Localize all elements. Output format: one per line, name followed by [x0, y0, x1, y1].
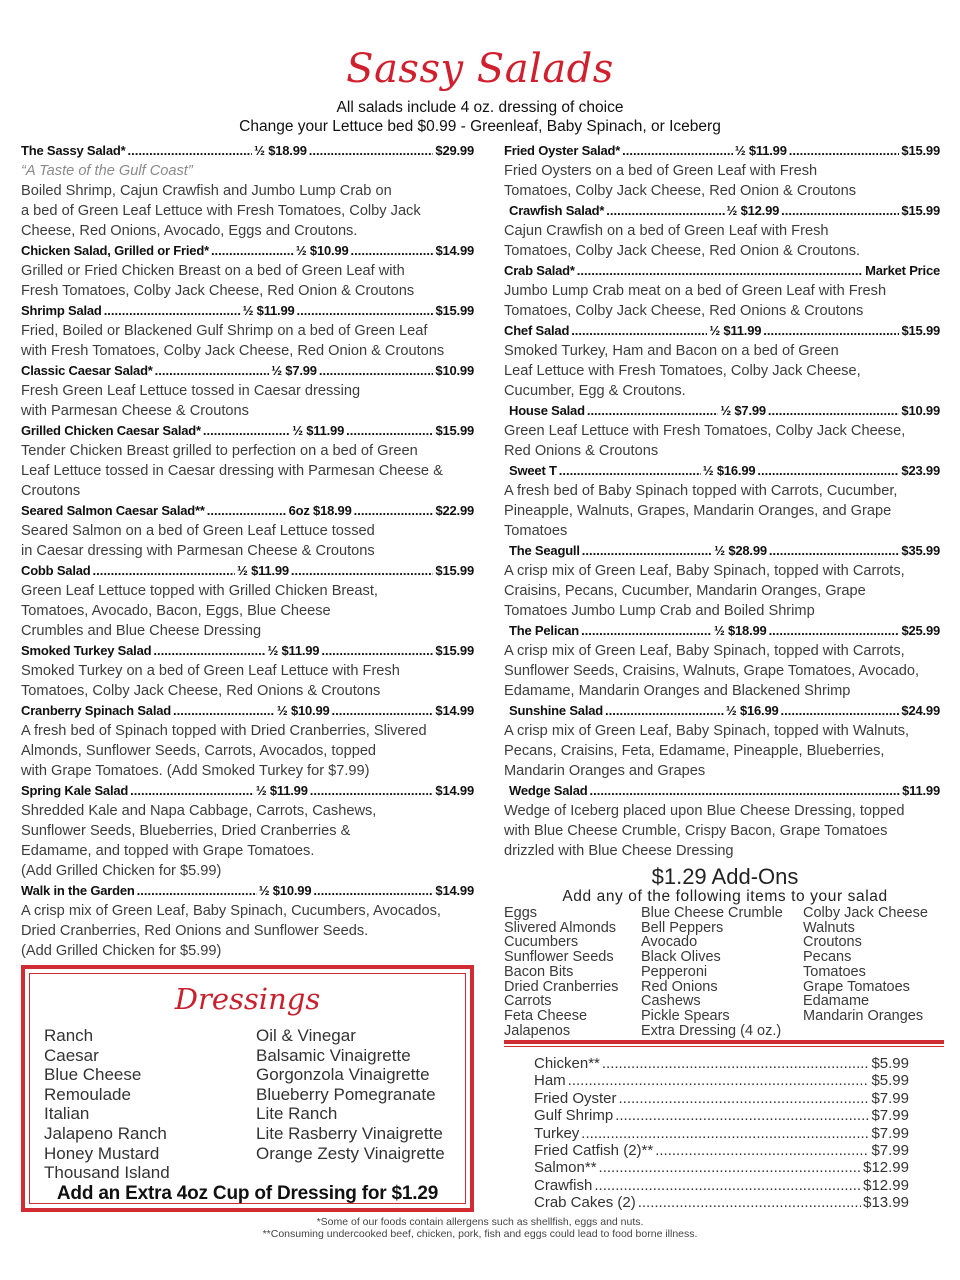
- leader-dots: [291, 561, 434, 581]
- item-description: Wedge of Iceberg placed upon Blue Cheese Dressing, topped: [504, 803, 905, 819]
- item-description: with Fresh Tomatoes, Colby Jack Cheese, Red Onion & Croutons: [21, 343, 445, 359]
- item-description: A fresh bed of Baby Spinach topped with Carrots, Cucumber,: [504, 483, 898, 499]
- list-item: Edamame: [803, 993, 870, 1010]
- leader-dots: [769, 541, 900, 561]
- half-portion-price: ½ $16.99: [725, 703, 779, 718]
- menu-item-header: [504, 621, 940, 641]
- item-description: Tomatoes, Colby Jack Cheese, Red Onion & Croutons.: [504, 243, 861, 259]
- list-item: Pecans: [803, 949, 852, 966]
- menu-item-header: [21, 361, 474, 381]
- item-description: Grilled or Fried Chicken Breast on a bed of Green Leaf with: [21, 263, 405, 279]
- full-price: $11.99: [902, 783, 940, 798]
- list-item: Feta Cheese: [504, 1007, 588, 1024]
- leader-dots: [655, 1142, 869, 1159]
- full-price: $14.99: [435, 243, 474, 258]
- list-item: Pickle Spears: [641, 1007, 730, 1024]
- leader-dots: [606, 201, 724, 221]
- list-item: Caesar: [44, 1045, 99, 1065]
- full-price: $10.99: [435, 363, 474, 378]
- list-item: Bell Peppers: [641, 919, 724, 936]
- leader-dots: [763, 321, 899, 341]
- divider: [504, 1046, 944, 1047]
- full-price: $14.99: [435, 883, 474, 898]
- list-item: Jalapenos: [504, 1022, 571, 1039]
- protein-price: $12.99: [863, 1176, 909, 1194]
- leader-dots: [319, 361, 434, 381]
- protein-price: $7.99: [871, 1089, 909, 1107]
- leader-dots: [211, 241, 294, 261]
- item-description: A crisp mix of Green Leaf, Baby Spinach, topped with Carrots,: [504, 563, 905, 579]
- menu-item-header: [21, 141, 474, 161]
- item-description: Smoked Turkey, Ham and Bacon on a bed of Green: [504, 343, 839, 359]
- item-name: Seared Salmon Caesar Salad**: [21, 503, 205, 518]
- list-item: Carrots: [504, 993, 552, 1010]
- item-name: Sweet T: [509, 463, 557, 478]
- list-item: Croutons: [803, 934, 862, 951]
- item-description: Fresh Tomatoes, Colby Jack Cheese, Red Onion & Croutons: [21, 283, 415, 299]
- leader-dots: [153, 641, 265, 661]
- item-description: in Caesar dressing with Parmesan Cheese & Croutons: [21, 543, 375, 559]
- menu-item-header: [504, 461, 940, 481]
- item-tagline: “A Taste of the Gulf Coast”: [21, 163, 193, 179]
- list-item: Lite Rasberry Vinaigrette: [256, 1123, 443, 1143]
- item-description: Dried Cranberries, Red Onions and Sunflower Seeds.: [21, 923, 369, 939]
- protein-price: $7.99: [871, 1107, 909, 1125]
- half-portion-price: ½ $11.99: [267, 643, 320, 658]
- leader-dots: [130, 781, 254, 801]
- list-item: Jalapeno Ranch: [44, 1123, 167, 1143]
- item-name: House Salad: [509, 403, 585, 418]
- item-description: Cheese, Red Onions, Avocado, Eggs and Croutons.: [21, 223, 358, 239]
- menu-item-header: [21, 421, 474, 441]
- item-description: Edamame, Mandarin Oranges and Blackened Shrimp: [504, 683, 851, 699]
- item-description: (Add Grilled Chicken for $5.99): [21, 863, 222, 879]
- item-description: (Add Grilled Chicken for $5.99): [21, 943, 222, 959]
- item-description: Fried Oysters on a bed of Green Leaf with Fresh: [504, 163, 818, 179]
- item-description: Seared Salmon on a bed of Green Leaf Lettuce tossed: [21, 523, 375, 539]
- item-name: Classic Caesar Salad*: [21, 363, 153, 378]
- list-item: Blue Cheese: [44, 1065, 142, 1085]
- item-description: Fresh Green Leaf Lettuce tossed in Caesar dressing: [21, 383, 361, 399]
- protein-addons-list: [534, 1055, 909, 1212]
- item-description: Leaf Lettuce with Fresh Tomatoes, Colby Jack Cheese,: [504, 363, 861, 379]
- item-description: Green Leaf Lettuce with Fresh Tomatoes, Colby Jack Cheese,: [504, 423, 906, 439]
- full-price: $35.99: [901, 543, 940, 558]
- full-price: $14.99: [435, 703, 474, 718]
- full-price: $25.99: [901, 623, 940, 638]
- protein-row: [534, 1107, 909, 1124]
- leader-dots: [594, 1177, 861, 1194]
- list-item: Walnuts: [803, 919, 855, 936]
- leader-dots: [582, 541, 713, 561]
- full-price: $15.99: [901, 323, 940, 338]
- leader-dots: [615, 1107, 869, 1124]
- item-name: Cranberry Spinach Salad: [21, 703, 172, 718]
- leader-dots: [599, 1159, 862, 1176]
- list-item: Avocado: [641, 934, 698, 951]
- half-portion-price: ½ $16.99: [702, 463, 756, 478]
- list-item: Grape Tomatoes: [803, 978, 910, 995]
- half-portion-price: ½ $18.99: [713, 623, 767, 638]
- list-item: Slivered Almonds: [504, 919, 617, 936]
- item-name: The Sassy Salad*: [21, 143, 126, 158]
- leader-dots: [589, 781, 900, 801]
- menu-item-header: [504, 141, 940, 161]
- item-description: Shredded Kale and Napa Cabbage, Carrots, Cashews,: [21, 803, 377, 819]
- item-description: Tomatoes: [504, 523, 568, 539]
- leader-dots: [354, 501, 434, 521]
- half-portion-price: ½ $28.99: [714, 543, 767, 558]
- addons-list-3: [803, 906, 928, 1024]
- leader-dots: [781, 201, 899, 221]
- item-name: Walk in the Garden: [21, 883, 135, 898]
- item-name: Shrimp Salad: [21, 303, 102, 318]
- item-name: The Seagull: [509, 543, 580, 558]
- leader-dots: [757, 461, 899, 481]
- leader-dots: [781, 701, 900, 721]
- leader-dots: [207, 501, 287, 521]
- leader-dots: [768, 401, 900, 421]
- list-item: Lite Ranch: [256, 1104, 338, 1124]
- leader-dots: [351, 241, 434, 261]
- full-price: $15.99: [435, 643, 474, 658]
- leader-dots: [93, 561, 236, 581]
- half-portion-price: ½ $11.99: [292, 423, 345, 438]
- item-description: Craisins, Pecans, Cucumber, Mandarin Oranges, Grape: [504, 583, 866, 599]
- item-name: The Pelican: [509, 623, 580, 638]
- half-portion-price: ½ $10.99: [295, 243, 349, 258]
- list-item: Sunflower Seeds: [504, 949, 614, 966]
- list-item: Orange Zesty Vinaigrette: [256, 1143, 445, 1163]
- protein-row: [534, 1142, 909, 1159]
- menu-item-header: [21, 701, 474, 721]
- item-name: Sunshine Salad: [509, 703, 604, 718]
- leader-dots: [619, 1090, 870, 1107]
- item-description: Tomatoes Jumbo Lump Crab and Boiled Shrimp: [504, 603, 815, 619]
- leader-dots: [622, 141, 733, 161]
- item-description: with Blue Cheese Crumble, Crispy Bacon, Grape Tomatoes: [504, 823, 888, 839]
- protein-row: [534, 1055, 909, 1072]
- list-item: Thousand Island: [44, 1163, 170, 1183]
- protein-price: $12.99: [863, 1159, 909, 1177]
- item-name: Spring Kale Salad: [21, 783, 129, 798]
- item-name: Crawfish Salad*: [509, 203, 605, 218]
- item-description: A crisp mix of Green Leaf, Baby Spinach, Cucumbers, Avocados,: [21, 903, 441, 919]
- item-name: Cobb Salad: [21, 563, 91, 578]
- list-item: Black Olives: [641, 949, 721, 966]
- right-salad-column: [504, 141, 940, 861]
- menu-item-header: [504, 541, 940, 561]
- list-item: Red Onions: [641, 978, 718, 995]
- full-price: $29.99: [435, 143, 474, 158]
- menu-item-header: [21, 301, 474, 321]
- protein-name: Fried Oyster: [534, 1089, 617, 1107]
- protein-row: [534, 1159, 909, 1176]
- list-item: Blueberry Pomegranate: [256, 1084, 436, 1104]
- item-description: Jumbo Lump Crab meat on a bed of Green Leaf with Fresh: [504, 283, 887, 299]
- item-description: Sunflower Seeds, Blueberries, Dried Cranberries &: [21, 823, 351, 839]
- half-portion-price: ½ $11.99: [242, 303, 295, 318]
- leader-dots: [332, 701, 434, 721]
- full-price: Market Price: [865, 263, 940, 278]
- half-portion-price: ½ $10.99: [276, 703, 330, 718]
- half-portion-price: ½ $11.99: [255, 783, 308, 798]
- protein-name: Crab Cakes (2): [534, 1194, 636, 1212]
- protein-name: Crawfish: [534, 1176, 593, 1194]
- protein-name: Salmon**: [534, 1159, 597, 1177]
- leader-dots: [310, 781, 434, 801]
- dressings-inner-border: [29, 973, 466, 1204]
- item-description: Cucumber, Egg & Croutons.: [504, 383, 686, 399]
- item-description: drizzled with Blue Cheese Dressing: [504, 843, 734, 859]
- list-item: Balsamic Vinaigrette: [256, 1045, 411, 1065]
- protein-name: Gulf Shrimp: [534, 1107, 614, 1125]
- full-price: $22.99: [435, 503, 474, 518]
- list-item: Tomatoes: [803, 963, 866, 980]
- item-description: A crisp mix of Green Leaf, Baby Spinach, topped with Walnuts,: [504, 723, 910, 739]
- item-description: Red Onions & Croutons: [504, 443, 659, 459]
- item-description: Sunflower Seeds, Craisins, Walnuts, Grape Tomatoes, Avocado,: [504, 663, 920, 679]
- list-item: Cashews: [641, 993, 701, 1010]
- protein-row: [534, 1090, 909, 1107]
- half-portion-price: ½ $12.99: [726, 203, 780, 218]
- item-description: Crumbles and Blue Cheese Dressing: [21, 623, 262, 639]
- list-item: Honey Mustard: [44, 1143, 160, 1163]
- leader-dots: [127, 141, 252, 161]
- leader-dots: [789, 141, 900, 161]
- item-description: Croutons: [21, 483, 81, 499]
- leader-dots: [346, 421, 433, 441]
- half-portion-price: ½ $7.99: [720, 403, 766, 418]
- left-salad-column: [21, 141, 474, 961]
- leader-dots: [297, 301, 434, 321]
- item-description: with Parmesan Cheese & Croutons: [21, 403, 249, 419]
- protein-price: $13.99: [863, 1194, 909, 1212]
- menu-item-header: [504, 401, 940, 421]
- allergen-footnote: *Some of our foods contain allergens such as shellfish, eggs and nuts.: [316, 1216, 644, 1228]
- list-item: Ranch: [44, 1026, 94, 1045]
- menu-item-header: [21, 241, 474, 261]
- leader-dots: [104, 301, 241, 321]
- list-item: Pepperoni: [641, 963, 708, 980]
- list-item: Remoulade: [44, 1084, 131, 1104]
- menu-subtitle-lettuce: Change your Lettuce bed $0.99 - Greenleaf, Baby Spinach, or Iceberg: [239, 118, 721, 135]
- undercooked-footnote: **Consuming undercooked beef, chicken, pork, fish and eggs could lead to food borne illness.: [262, 1228, 698, 1240]
- menu-item-header: [21, 501, 474, 521]
- protein-name: Ham: [534, 1072, 566, 1090]
- full-price: $14.99: [435, 783, 474, 798]
- leader-dots: [155, 361, 270, 381]
- protein-row: [534, 1125, 909, 1142]
- full-price: $15.99: [435, 303, 474, 318]
- full-price: $15.99: [435, 563, 474, 578]
- item-description: Edamame, and topped with Grape Tomatoes.: [21, 843, 315, 859]
- menu-item-header: [21, 561, 474, 581]
- list-item: Extra Dressing (4 oz.): [641, 1022, 782, 1039]
- list-item: Gorgonzola Vinaigrette: [256, 1065, 430, 1085]
- item-name: Wedge Salad: [509, 783, 588, 798]
- dressings-list-1: [44, 1026, 170, 1183]
- protein-name: Turkey: [534, 1124, 580, 1142]
- half-portion-price: ½ $7.99: [271, 363, 317, 378]
- item-description: Tomatoes, Colby Jack Cheese, Red Onion & Croutons: [504, 183, 857, 199]
- leader-dots: [577, 261, 863, 281]
- protein-name: Chicken**: [534, 1055, 600, 1072]
- item-name: Chef Salad: [504, 323, 570, 338]
- full-price: $10.99: [901, 403, 940, 418]
- leader-dots: [313, 881, 433, 901]
- half-portion-price: 6oz $18.99: [288, 503, 352, 518]
- item-description: Mandarin Oranges and Grapes: [504, 763, 706, 779]
- item-description: Tomatoes, Colby Jack Cheese, Red Onions & Croutons: [21, 683, 381, 699]
- item-description: with Grape Tomatoes. (Add Smoked Turkey for $7.99): [21, 763, 370, 779]
- item-description: Fried, Boiled or Blackened Gulf Shrimp on a bed of Green Leaf: [21, 323, 428, 339]
- leader-dots: [568, 1072, 870, 1089]
- half-portion-price: ½ $18.99: [254, 143, 307, 158]
- item-description: Boiled Shrimp, Cajun Crawfish and Jumbo Lump Crab on: [21, 183, 392, 199]
- protein-price: $5.99: [871, 1072, 909, 1090]
- leader-dots: [602, 1055, 870, 1072]
- item-description: Green Leaf Lettuce topped with Grilled Chicken Breast,: [21, 583, 378, 599]
- item-description: Almonds, Sunflower Seeds, Carrots, Avocados, topped: [21, 743, 377, 759]
- leader-dots: [638, 1194, 861, 1211]
- menu-item-header: [504, 321, 940, 341]
- menu-item-header: [21, 781, 474, 801]
- leader-dots: [137, 881, 257, 901]
- item-name: Grilled Chicken Caesar Salad*: [21, 423, 201, 438]
- list-item: Cucumbers: [504, 934, 579, 951]
- leader-dots: [581, 1125, 869, 1142]
- list-item: Italian: [44, 1104, 90, 1124]
- protein-price: $7.99: [871, 1124, 909, 1142]
- list-item: Blue Cheese Crumble: [641, 905, 783, 921]
- item-description: a bed of Green Leaf Lettuce with Fresh Tomatoes, Colby Jack: [21, 203, 421, 219]
- dressings-title: Dressings: [174, 982, 321, 1016]
- item-description: Tomatoes, Avocado, Bacon, Eggs, Blue Cheese: [21, 603, 331, 619]
- addons-title: $1.29 Add-Ons: [651, 864, 799, 889]
- divider: [504, 1040, 944, 1044]
- half-portion-price: ½ $10.99: [258, 883, 312, 898]
- list-item: Dried Cranberries: [504, 978, 619, 995]
- leader-dots: [173, 701, 275, 721]
- item-name: Smoked Turkey Salad: [21, 643, 152, 658]
- list-item: Mandarin Oranges: [803, 1007, 924, 1024]
- item-description: Leaf Lettuce tossed in Caesar dressing with Parmesan Cheese &: [21, 463, 443, 479]
- menu-subtitle-dressing: All salads include 4 oz. dressing of choice: [336, 99, 624, 116]
- item-name: Chicken Salad, Grilled or Fried*: [21, 243, 209, 258]
- menu-item-header: [504, 701, 940, 721]
- protein-row: [534, 1177, 909, 1194]
- leader-dots: [587, 401, 719, 421]
- list-item: Bacon Bits: [504, 963, 574, 980]
- leader-dots: [581, 621, 712, 641]
- extra-dressing-note: Add an Extra 4oz Cup of Dressing for $1.29: [56, 1183, 439, 1204]
- dressings-list-2: [256, 1026, 445, 1163]
- item-description: A crisp mix of Green Leaf, Baby Spinach, topped with Carrots,: [504, 643, 905, 659]
- leader-dots: [769, 621, 900, 641]
- protein-row: [534, 1194, 909, 1211]
- half-portion-price: ½ $11.99: [734, 143, 787, 158]
- menu-title: Sassy Salads: [346, 46, 614, 92]
- item-description: Tender Chicken Breast grilled to perfection on a bed of Green: [21, 443, 418, 459]
- leader-dots: [559, 461, 701, 481]
- leader-dots: [321, 641, 433, 661]
- protein-price: $5.99: [871, 1055, 909, 1072]
- item-description: Pecans, Craisins, Feta, Edamame, Pineapple, Blueberries,: [504, 743, 885, 759]
- item-name: Crab Salad*: [504, 263, 575, 278]
- addons-subtitle: Add any of the following items to your salad: [562, 888, 888, 905]
- menu-item-header: [504, 201, 940, 221]
- list-item: Eggs: [504, 905, 538, 921]
- full-price: $15.99: [901, 203, 940, 218]
- leader-dots: [571, 321, 707, 341]
- menu-item-header: [21, 881, 474, 901]
- full-price: $24.99: [901, 703, 940, 718]
- half-portion-price: ½ $11.99: [709, 323, 762, 338]
- addons-list-2: [641, 906, 783, 1038]
- item-description: A fresh bed of Spinach topped with Dried Cranberries, Slivered: [21, 723, 427, 739]
- protein-row: [534, 1072, 909, 1089]
- dressings-box: [21, 965, 474, 1212]
- addons-list-1: [504, 906, 618, 1038]
- list-item: Colby Jack Cheese: [803, 905, 928, 921]
- menu-item-header: [21, 641, 474, 661]
- protein-name: Fried Catfish (2)**: [534, 1142, 654, 1160]
- list-item: Oil & Vinegar: [256, 1026, 356, 1045]
- item-name: Fried Oyster Salad*: [504, 143, 621, 158]
- full-price: $15.99: [901, 143, 940, 158]
- half-portion-price: ½ $11.99: [237, 563, 289, 578]
- item-description: Pineapple, Walnuts, Grapes, Mandarin Oranges, and Grape: [504, 503, 892, 519]
- leader-dots: [203, 421, 290, 441]
- item-description: Smoked Turkey on a bed of Green Leaf Lettuce with Fresh: [21, 663, 400, 679]
- leader-dots: [605, 701, 724, 721]
- menu-item-header: [504, 261, 940, 281]
- menu-item-header: [504, 781, 940, 801]
- full-price: $15.99: [435, 423, 474, 438]
- item-description: Cajun Crawfish on a bed of Green Leaf with Fresh: [504, 223, 829, 239]
- leader-dots: [309, 141, 434, 161]
- item-description: Tomatoes, Colby Jack Cheese, Red Onions & Croutons: [504, 303, 864, 319]
- full-price: $23.99: [901, 463, 940, 478]
- protein-price: $7.99: [871, 1142, 909, 1160]
